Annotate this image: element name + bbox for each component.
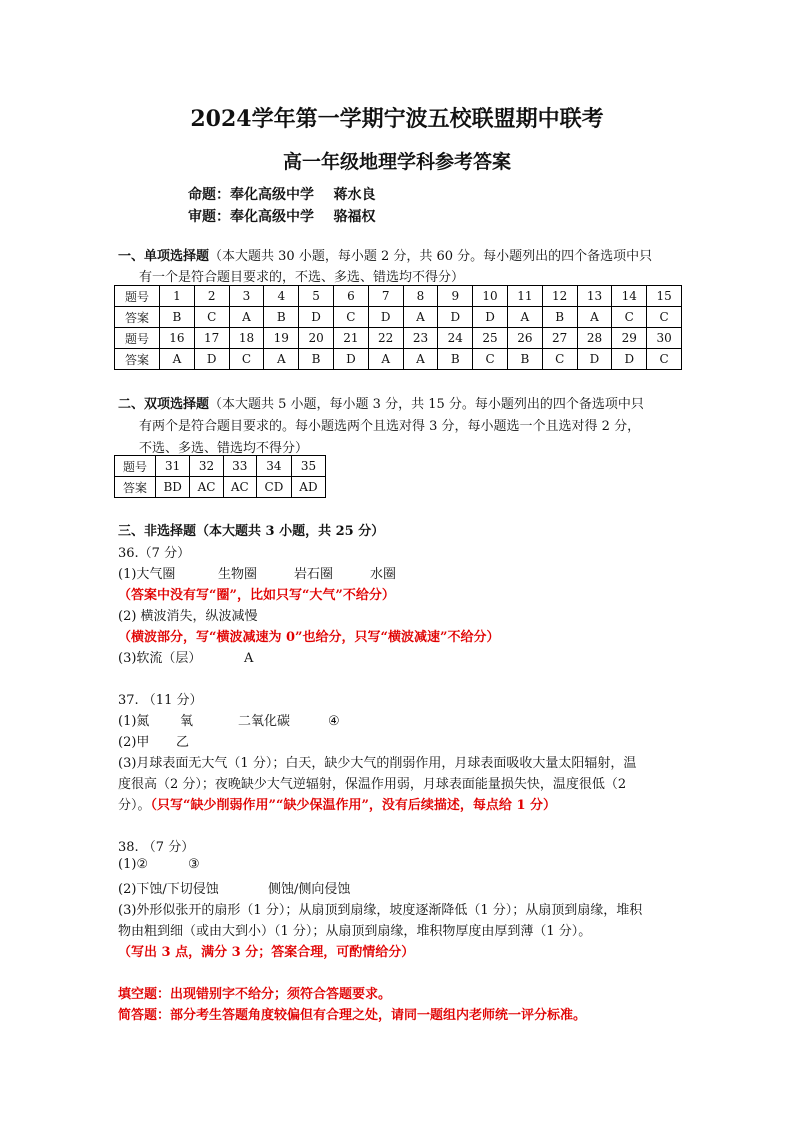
answer-cell: C [647, 307, 682, 328]
table-row [115, 307, 682, 328]
answer-cell: D [612, 349, 647, 370]
answer-cell: D [473, 307, 508, 328]
section2-desc-line3: 不选、多选、错选均不得分） [139, 441, 309, 456]
q38-part3-line2: 物由粗到细（或由大到小）（1 分）；从扇顶到扇缘，堆积物厚度由厚到薄（1 分）。 [118, 924, 592, 939]
section1-desc-line1: （本大题共 30 小题，每小题 2 分，共 60 分。每小题列出的四个备选项中只 [209, 249, 653, 264]
section2-desc-line2: 有两个是符合题目要求的。每小题选两个且选对得 3 分，每小题选一个且选对得 2 分， [139, 419, 641, 434]
question-number-cell: 3 [229, 286, 264, 307]
question-number-cell: 5 [299, 286, 334, 307]
answer-cell: D [333, 349, 368, 370]
question-number-cell: 11 [507, 286, 542, 307]
q37-answer-item: 乙 [176, 735, 190, 750]
document-title: 2024学年第一学期宁波五校联盟期中联考 [190, 106, 604, 132]
question-number-cell: 29 [612, 328, 647, 349]
row-label-question: 题号 [115, 286, 160, 307]
answer-cell: C [194, 307, 229, 328]
table-row [115, 349, 682, 370]
answer-cell: B [160, 307, 195, 328]
section1-intro [118, 245, 652, 264]
q37-heading: 37. （11 分） [118, 693, 203, 708]
q36-answer-item: A [244, 651, 254, 666]
question-number-cell: 20 [299, 328, 334, 349]
proposer-line: 命题：奉化高级中学 蒋水良 [188, 187, 376, 203]
q38-part3-line1: (3)外形似张开的扇形（1 分）；从扇顶到扇缘，坡度逐渐降低（1 分）；从扇顶到扇缘，堆积 [118, 903, 643, 918]
q36-answer-item: 岩石圈 [294, 567, 334, 582]
q37-part1 [118, 710, 340, 729]
question-number-cell: 2 [194, 286, 229, 307]
answer-cell: A [229, 307, 264, 328]
question-number-cell: 4 [264, 286, 299, 307]
q38-answer-item: (1)② [118, 857, 149, 872]
q37-answer-item: (2)甲 [118, 735, 150, 750]
q38-grading-note: （写出 3 点，满分 3 分；答案合理，可酌情给分） [118, 945, 415, 960]
row-label-answer: 答案 [115, 477, 156, 498]
section3-heading: 三、非选择题（本大题共 3 小题，共 25 分） [118, 524, 385, 539]
q38-answer-item: 侧蚀/侧向侵蚀 [268, 882, 351, 897]
row-label-answer: 答案 [115, 307, 160, 328]
answer-cell: B [438, 349, 473, 370]
table-row [115, 328, 682, 349]
question-number-cell: 25 [473, 328, 508, 349]
row-label-question: 题号 [115, 328, 160, 349]
answer-cell: C [473, 349, 508, 370]
question-number-cell: 27 [542, 328, 577, 349]
question-number-cell: 28 [577, 328, 612, 349]
question-number-cell: 13 [577, 286, 612, 307]
answer-cell: C [647, 349, 682, 370]
answer-cell: D [194, 349, 229, 370]
q37-part2 [118, 731, 189, 750]
table-row [115, 286, 682, 307]
q36-answer-item: 生物圈 [218, 567, 258, 582]
short-answer-rule: 简答题：部分考生答题角度较偏但有合理之处，请同一题组内老师统一评分标准。 [118, 1008, 587, 1023]
answer-cell: B [507, 349, 542, 370]
q37-answer-item: 氧 [180, 714, 194, 729]
answer-cell: A [264, 349, 299, 370]
question-number-cell: 34 [256, 456, 291, 477]
answer-cell: C [229, 349, 264, 370]
reviewer-line: 审题：奉化高级中学 骆福权 [188, 209, 376, 225]
section1-desc-line2: 有一个是符合题目要求的，不选、多选、错选均不得分） [139, 270, 465, 285]
q36-part1 [118, 563, 396, 582]
double-choice-answer-table [114, 455, 326, 498]
q37-answer-item: ④ [328, 714, 340, 729]
question-number-cell: 1 [160, 286, 195, 307]
answer-cell: AD [291, 477, 325, 498]
question-number-cell: 7 [368, 286, 403, 307]
question-number-cell: 24 [438, 328, 473, 349]
answer-cell: A [507, 307, 542, 328]
q36-part3 [118, 647, 253, 666]
q36-answer-item: 水圈 [370, 567, 397, 582]
q36-grading-note2: （横波部分，写“横波减速为 0”也给分，只写“横波减速”不给分） [118, 630, 500, 645]
question-number-cell: 16 [160, 328, 195, 349]
answer-cell: B [264, 307, 299, 328]
answer-cell: C [333, 307, 368, 328]
q37-part3-tail: 分）。 [118, 798, 151, 813]
answer-cell: BD [156, 477, 190, 498]
question-number-cell: 6 [333, 286, 368, 307]
question-number-cell: 12 [542, 286, 577, 307]
question-number-cell: 22 [368, 328, 403, 349]
question-number-cell: 23 [403, 328, 438, 349]
section1-heading: 一、单项选择题 [118, 249, 210, 264]
answer-cell: C [612, 307, 647, 328]
answer-cell: AC [190, 477, 223, 498]
q36-answer-item: (1)大气圈 [118, 567, 176, 582]
answer-cell: A [368, 349, 403, 370]
answer-cell: C [542, 349, 577, 370]
single-choice-answer-table [114, 285, 682, 370]
question-number-cell: 32 [190, 456, 223, 477]
answer-cell: CD [256, 477, 291, 498]
answer-cell: A [160, 349, 195, 370]
document-subtitle: 高一年级地理学科参考答案 [282, 151, 511, 173]
row-label-answer: 答案 [115, 349, 160, 370]
q38-part2 [118, 878, 350, 897]
answer-cell: A [577, 307, 612, 328]
q37-grading-note: （只写“缺少削弱作用”“缺少保温作用”，没有后续描述，每点给 1 分） [150, 798, 557, 813]
fill-in-rule: 填空题：出现错别字不给分；须符合答题要求。 [118, 987, 392, 1002]
section2-heading: 二、双项选择题 [118, 397, 210, 412]
q37-part3-line3 [118, 794, 556, 813]
question-number-cell: 10 [473, 286, 508, 307]
question-number-cell: 17 [194, 328, 229, 349]
question-number-cell: 21 [333, 328, 368, 349]
answer-cell: A [403, 349, 438, 370]
answer-cell: D [438, 307, 473, 328]
q37-answer-item: (1)氮 [118, 714, 150, 729]
q36-grading-note1: （答案中没有写“圈”，比如只写“大气”不给分） [118, 588, 395, 603]
answer-cell: D [299, 307, 334, 328]
table-row [115, 477, 326, 498]
q37-part3-line2: 度很高（2 分）；夜晚缺少大气逆辐射，保温作用弱，月球表面能量损失快，温度很低（2 [118, 777, 627, 792]
answer-cell: B [299, 349, 334, 370]
question-number-cell: 14 [612, 286, 647, 307]
answer-cell: A [403, 307, 438, 328]
answer-cell: B [542, 307, 577, 328]
q36-heading: 36.（7 分） [118, 546, 191, 561]
question-number-cell: 33 [223, 456, 256, 477]
q38-answer-item: ③ [188, 857, 200, 872]
question-number-cell: 19 [264, 328, 299, 349]
answer-cell: D [577, 349, 612, 370]
section2-desc-line1: （本大题共 5 小题，每小题 3 分，共 15 分。每小题列出的四个备选项中只 [209, 397, 644, 412]
question-number-cell: 9 [438, 286, 473, 307]
answer-cell: AC [223, 477, 256, 498]
q38-answer-item: (2)下蚀/下切侵蚀 [118, 882, 219, 897]
question-number-cell: 15 [647, 286, 682, 307]
question-number-cell: 18 [229, 328, 264, 349]
question-number-cell: 8 [403, 286, 438, 307]
q36-part2: (2) 横波消失，纵波减慢 [118, 609, 258, 624]
q38-part1 [118, 857, 200, 872]
question-number-cell: 35 [291, 456, 325, 477]
question-number-cell: 31 [156, 456, 190, 477]
q36-answer-item: (3)软流（层） [118, 651, 202, 666]
question-number-cell: 26 [507, 328, 542, 349]
q37-answer-item: 二氧化碳 [238, 714, 291, 729]
question-number-cell: 30 [647, 328, 682, 349]
q38-heading: 38. （7 分） [118, 840, 195, 855]
table-row [115, 456, 326, 477]
answer-cell: D [368, 307, 403, 328]
section2-intro [118, 393, 644, 412]
q37-part3-line1: (3)月球表面无大气（1 分）；白天，缺少大气的削弱作用，月球表面吸收大量太阳辐射，温 [118, 756, 637, 771]
row-label-question: 题号 [115, 456, 156, 477]
